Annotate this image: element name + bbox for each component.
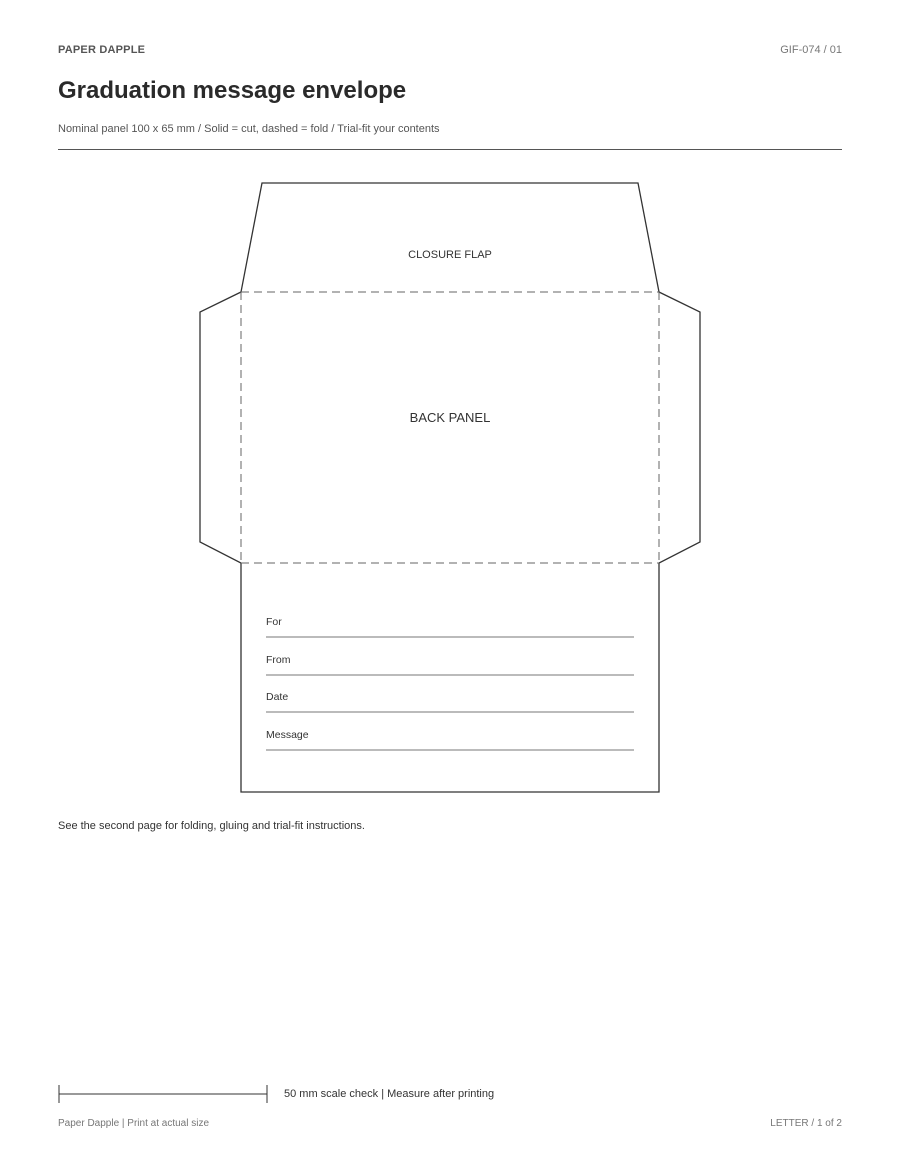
closure-flap-label: CLOSURE FLAP [408, 249, 492, 261]
field-label-message: Message [266, 729, 309, 741]
page-subtitle: Nominal panel 100 x 65 mm / Solid = cut, dashed = fold / Trial-fit your contents [58, 123, 440, 135]
scale-bar [59, 1085, 267, 1103]
document-code: GIF-074 / 01 [780, 44, 842, 56]
back-panel-label: BACK PANEL [409, 410, 491, 425]
page-title: Graduation message envelope [58, 77, 407, 104]
field-label-for: For [266, 616, 282, 628]
fold-lines [241, 292, 659, 563]
footer-page-info: LETTER / 1 of 2 [770, 1118, 842, 1129]
instructions-note: See the second page for folding, gluing and trial-fit instructions. [58, 820, 365, 832]
scale-check-label: 50 mm scale check | Measure after printing [284, 1088, 495, 1100]
field-label-from: From [266, 654, 291, 666]
field-label-date: Date [266, 691, 289, 703]
brand-name: PAPER DAPPLE [58, 44, 146, 56]
footer-left: Paper Dapple | Print at actual size [58, 1118, 210, 1129]
